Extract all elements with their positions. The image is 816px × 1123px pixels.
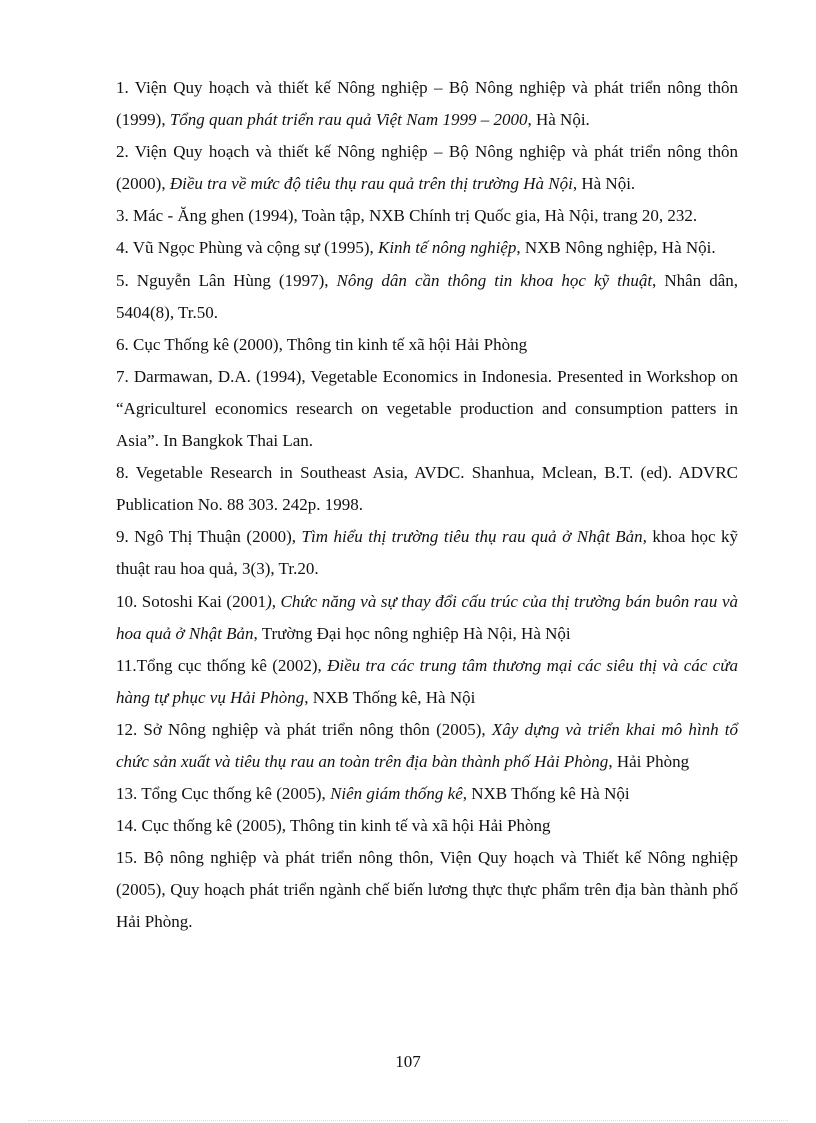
reference-text: , Trường Đại học nông nghiệp Hà Nội, Hà Nội [253,623,571,643]
reference-title: Tìm hiểu thị trường tiêu thụ rau quả ở Nhật Bản, [301,527,647,547]
reference-item [116,650,738,714]
reference-text: 11.Tổng cục thống kê (2002), [116,655,328,675]
reference-item [116,200,738,232]
reference-text: 7. Darmawan, D.A. (1994), Vegetable Economics in Indonesia. Presented in Workshop on “Agriculturel economics research on vegetable production and consumption patters in Asia”. In Bangkok Thai Lan. [116,366,738,451]
reference-text: , Nhân dân, 5404(8), Tr.50. [116,270,738,322]
reference-item [116,265,738,329]
reference-title: Điều tra các trung tâm thương mại các siêu thị và các cửa hàng tự phục vụ Hải Phòng [116,655,738,707]
reference-text: 1. Viện Quy hoạch và thiết kế Nông nghiệp – Bộ Nông nghiệp và phát triển nông thôn (1999), [116,78,738,130]
reference-text: 9. Ngô Thị Thuận (2000), [116,527,302,547]
reference-text: , Hải Phòng [608,751,690,771]
reference-text: 10. Sotoshi Kai (2001 [116,591,267,611]
reference-item [116,586,738,650]
reference-item [116,714,738,778]
reference-text: 3. Mác - Ăng ghen (1994), Toàn tập, NXB Chính trị Quốc gia, Hà Nội, trang 20, 232. [116,206,698,226]
page-number: 107 [395,1052,421,1071]
reference-item [116,361,738,457]
page-bottom-divider [28,1120,788,1121]
reference-text: 8. Vegetable Research in Southeast Asia, AVDC. Shanhua, Mclean, B.T. (ed). ADVRC Publication No. 88 303. 242p. 1998. [116,463,738,515]
reference-title: ), Chức năng và sự thay đổi cấu trúc của thị trường bán buôn rau và hoa quả ở Nhật Bản [116,591,738,643]
reference-title: Xây dựng và triển khai mô hình tổ chức sản xuất và tiêu thụ rau an toàn trên địa bàn thành phố Hải Phòng [116,719,738,771]
reference-item [116,457,738,521]
reference-text: , NXB Thống kê Hà Nội [462,784,630,804]
reference-text: 12. Sở Nông nghiệp và phát triển nông thôn (2005), [116,719,492,739]
reference-title: Tổng quan phát triển rau quả Việt Nam 1999 – 2000 [169,110,528,130]
reference-text: , Hà Nội. [572,174,636,194]
reference-item [116,810,738,842]
reference-text: 13. Tổng Cục thống kê (2005), [116,784,331,804]
reference-text: 15. Bộ nông nghiệp và phát triển nông thôn, Viện Quy hoạch và Thiết kế Nông nghiệp (2005), Quy hoạch phát triển ngành chế biến lương thực thực phẩm trên địa bàn thành phố Hải Phòng. [116,848,738,932]
reference-text: 4. Vũ Ngọc Phùng và cộng sự (1995), [116,238,378,258]
reference-text: 14. Cục thống kê (2005), Thông tin kinh tế và xã hội Hải Phòng [116,816,551,836]
reference-text: , Hà Nội. [527,110,590,130]
reference-title: Kinh tế nông nghiệp [378,238,517,258]
reference-item [116,136,738,200]
reference-item [116,778,738,810]
reference-list [116,72,738,939]
reference-text: , NXB Nông nghiệp, Hà Nội. [516,238,716,258]
reference-title: Niên giám thống kê [330,784,463,804]
reference-text: , NXB Thống kê, Hà Nội [304,687,476,707]
reference-text: 5. Nguyễn Lân Hùng (1997), [116,270,337,290]
reference-item [116,521,738,585]
reference-text: 2. Viện Quy hoạch và thiết kế Nông nghiệp – Bộ Nông nghiệp và phát triển nông thôn (2000), [116,142,738,194]
reference-title: Điều tra về mức độ tiêu thụ rau quả trên thị trường Hà Nội [169,174,573,194]
reference-text: khoa học kỹ thuật rau hoa quả, 3(3), Tr.20. [116,527,739,579]
reference-item [116,72,738,136]
reference-item [116,329,738,361]
reference-text: 6. Cục Thống kê (2000), Thông tin kinh tế xã hội Hải Phòng [116,334,528,354]
reference-item [116,842,738,938]
reference-title: Nông dân cần thông tin khoa học kỹ thuật [336,270,653,290]
reference-item [116,232,738,264]
